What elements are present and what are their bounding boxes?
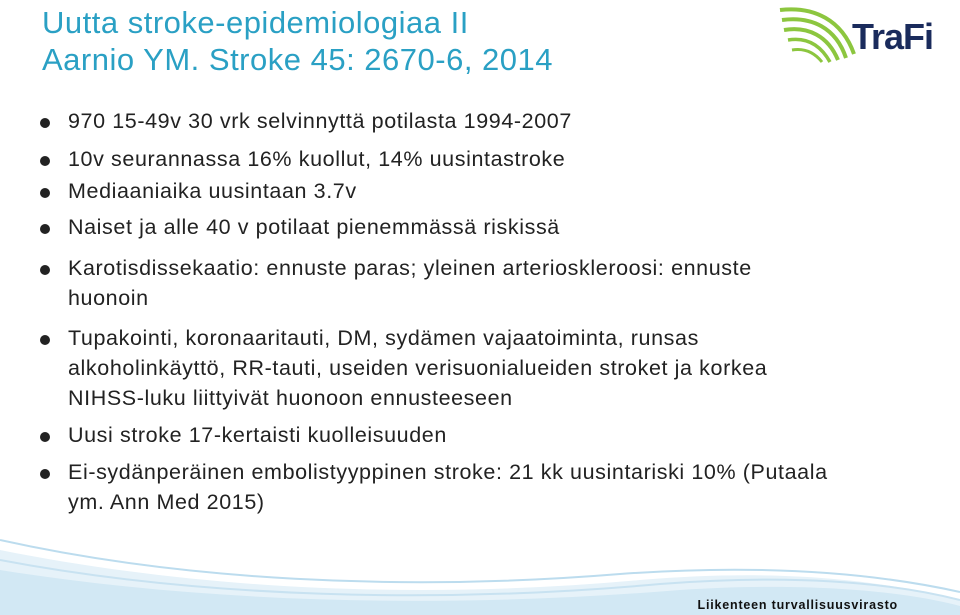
bullet-item [38, 176, 838, 206]
slide-title [42, 4, 553, 78]
bullet-dot-icon [40, 265, 50, 275]
bullet-item [38, 212, 838, 242]
title-line-2: Aarnio YM. Stroke 45: 2670-6, 2014 [42, 42, 554, 77]
bullet-item [38, 420, 838, 450]
footer-agency-name: Liikenteen turvallisuusvirasto [697, 598, 898, 612]
title-line-1: Uutta stroke-epidemiologiaa II [42, 5, 469, 40]
bullet-item [38, 144, 838, 174]
bullet-text: Tupakointi, koronaaritauti, DM, sydämen vajaatoiminta, runsas alkoholinkäyttö, RR-tauti, useiden verisuonialueiden stroket ja korkea NIHSS-luku liittyivät huonoon ennusteeseen [68, 326, 768, 410]
bullet-dot-icon [40, 335, 50, 345]
bullet-text: Ei-sydänperäinen embolistyyppinen stroke: 21 kk uusintariski 10% (Putaala ym. Ann Med 2015) [68, 460, 828, 514]
bullet-item [38, 253, 838, 313]
trafi-logo-text: TraFi [852, 16, 934, 57]
bullet-text: 10v seurannassa 16% kuollut, 14% uusintastroke [68, 147, 566, 171]
bullet-text: Karotisdissekaatio: ennuste paras; yleinen arterioskleroosi: ennuste huonoin [68, 256, 752, 310]
bullet-dot-icon [40, 432, 50, 442]
bullet-text: Mediaaniaika uusintaan 3.7v [68, 179, 357, 203]
bullet-dot-icon [40, 118, 50, 128]
bullet-text: Uusi stroke 17-kertaisti kuolleisuuden [68, 423, 447, 447]
bullet-list [38, 106, 838, 517]
bullet-text: Naiset ja alle 40 v potilaat pienemmässä riskissä [68, 215, 560, 239]
bullet-dot-icon [40, 469, 50, 479]
bullet-text: 970 15-49v 30 vrk selvinnyttä potilasta 1994-2007 [68, 109, 572, 133]
bullet-dot-icon [40, 188, 50, 198]
bullet-item [38, 457, 838, 517]
bullet-item [38, 106, 838, 136]
bullet-dot-icon [40, 156, 50, 166]
bullet-item [38, 323, 838, 413]
bullet-dot-icon [40, 224, 50, 234]
